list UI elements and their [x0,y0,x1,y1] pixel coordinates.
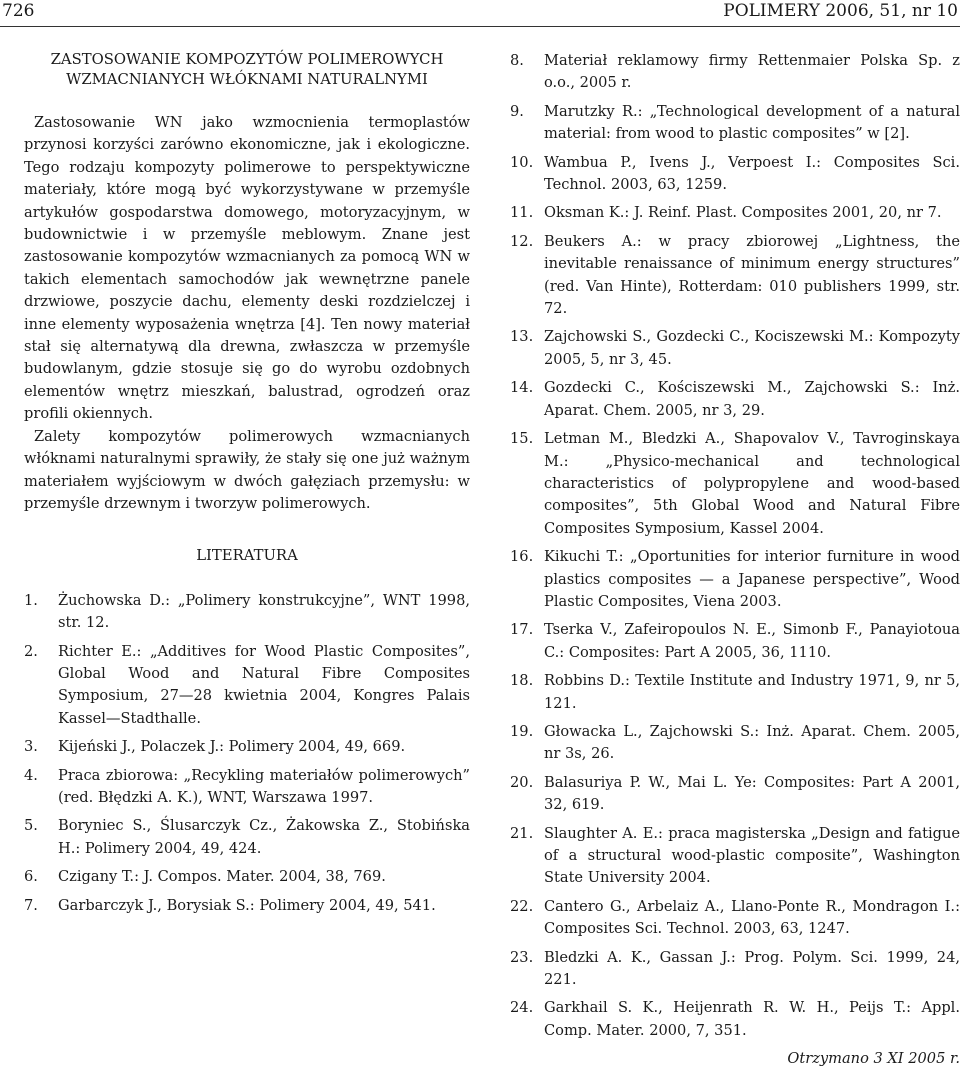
reference-text: Czigany T.: J. Compos. Mater. 2004, 38, 769. [58,868,386,886]
reference-number: 8. [510,52,524,69]
reference-number: 7. [24,896,38,914]
reference-text: Beukers A.: w pracy zbiorowej „Lightness, the inevitable renaissance of minimum energy structures” (red. Van Hinte), Rotterdam: 010 publishers 1999, str. 72. [544,232,960,318]
reference-item [510,428,960,540]
reference-list-left [24,590,470,917]
reference-text: Tserka V., Zafeiropoulos N. E., Simonb F., Panayiotoua C.: Composites: Part A 2005, 36, 1110. [544,621,960,661]
page-header [0,0,960,30]
reference-number: 13. [510,328,534,346]
reference-text: Letman M., Bledzki A., Shapovalov V., Tavroginskaya M.: „Physico-mechanical and technological characteristics of polypropylene and wood-based composites”, 5th Global Wood and Natural Fibre Composites Symposium, Kassel 2004. [544,430,960,537]
reference-number: 16. [510,548,534,566]
paragraph-1: Zastosowanie WN jako wzmocnienia termoplastów przynosi korzyści zarówno ekonomiczne, jak i ekologiczne. Tego rodzaju kompozyty polimerowe to perspektywiczne materiały, które mogą być wykorzystywane w przemyśle artykułów gospodarstwa domowego, motoryzacyjnym, w budownictwie i w przemyśle meblowym. Znane jest zastosowanie kompozytów wzmacnianych za pomocą WN w takich elementach samochodów jak wewnętrzne panele drzwiowe, poszycie dachu, elementy deski rozdzielczej i inne elementy wyposażenia wnętrza [4]. Ten nowy materiał stał się alternatywą dla drewna, zwłaszcza w przemyśle budowlanym, gdzie stosuje się go do wyrobu ozdobnych elementów wnętrz mieszkań, balustrad, ogrodzeń oraz profili okiennych. [24,114,470,423]
reference-text: Garkhail S. K., Heijenrath R. W. H., Peijs T.: Appl. Comp. Mater. 2000, 7, 351. [544,999,960,1039]
reference-item [24,895,470,917]
reference-text: Wambua P., Ivens J., Verpoest I.: Composites Sci. Technol. 2003, 63, 1259. [544,153,960,194]
section-title-line-1: ZASTOSOWANIE KOMPOZYTÓW POLIMEROWYCH [50,51,444,68]
reference-number: 20. [510,773,534,791]
reference-text: Garbarczyk J., Borysiak S.: Polimery 2004, 49, 541. [58,896,436,914]
reference-number: 10. [510,153,534,171]
reference-item [510,721,960,766]
left-column [24,50,470,923]
reference-text: Bledzki A. K., Gassan J.: Prog. Polym. Sci. 1999, 24, 221. [544,948,960,989]
reference-text: Robbins D.: Textile Institute and Industry 1971, 9, nr 5, 121. [544,672,960,712]
reference-text: Kikuchi T.: „Oportunities for interior furniture in wood plastics composites — a Japanese perspective”, Wood Plastic Composites, Viena 2003. [544,548,960,610]
reference-text: Kijeński J., Polaczek J.: Polimery 2004, 49, 669. [58,738,406,756]
reference-number: 3. [24,738,38,756]
reference-text: Praca zbiorowa: „Recykling materiałów polimerowych” (red. Błędzki A. K.), WNT, Warszawa 1997. [58,766,470,806]
reference-number: 2. [24,642,38,660]
reference-item [510,546,960,613]
reference-list-right [510,50,960,1042]
reference-number: 15. [510,430,534,448]
received-date: Otrzymano 3 XI 2005 r. [787,1050,960,1068]
reference-text: Cantero G., Arbelaiz A., Llano-Ponte R., Mondragon I.: Composites Sci. Technol. 2003, 63, 1247. [544,897,960,938]
reference-number: 4. [24,766,38,784]
reference-item [510,619,960,664]
reference-item [24,736,470,758]
reference-item [510,997,960,1042]
header-rule [0,26,960,27]
reference-number: 6. [24,868,38,886]
reference-text: Boryniec S., Ślusarczyk Cz., Żakowska Z., Stobińska H.: Polimery 2004, 49, 424. [58,817,470,857]
section-title [24,50,470,90]
reference-item [510,101,960,146]
reference-item [510,231,960,321]
reference-number: 24. [510,999,534,1017]
reference-number: 14. [510,379,534,397]
right-column [510,50,960,1071]
reference-number: 11. [510,204,534,222]
reference-item [510,326,960,371]
reference-text: Materiał reklamowy firmy Rettenmaier Polska Sp. z o.o., 2005 r. [544,52,960,92]
journal-citation: POLIMERY 2006, 51, nr 10 [723,1,958,21]
reference-number: 12. [510,232,534,250]
reference-item [510,670,960,715]
reference-text: Oksman K.: J. Reinf. Plast. Composites 2001, 20, nr 7. [544,204,942,222]
reference-text: Zajchowski S., Gozdecki C., Kociszewski M.: Kompozyty 2005, 5, nr 3, 45. [544,328,960,368]
reference-item [510,823,960,890]
reference-item [510,202,960,224]
reference-item [24,866,470,888]
reference-item [510,50,960,95]
reference-number: 19. [510,722,534,740]
reference-item [24,641,470,731]
reference-text: Marutzky R.: „Technological development of a natural material: from wood to plastic composites” w [2]. [544,102,960,143]
reference-text: Richter E.: „Additives for Wood Plastic Composites”, Global Wood and Natural Fibre Composites Symposium, 27—28 kwietnia 2004, Kongres Palais Kassel—Stadthalle. [58,642,470,727]
reference-item [510,772,960,817]
reference-number: 21. [510,824,534,842]
reference-text: Gozdecki C., Kościszewski M., Zajchowski S.: Inż. Aparat. Chem. 2005, nr 3, 29. [544,379,960,419]
reference-item [24,765,470,810]
reference-number: 1. [24,591,38,609]
reference-number: 5. [24,817,38,835]
reference-item [510,896,960,941]
reference-number: 23. [510,948,534,966]
reference-text: Głowacka L., Zajchowski S.: Inż. Aparat. Chem. 2005, nr 3s, 26. [544,722,960,763]
reference-item [24,590,470,635]
reference-number: 17. [510,621,534,639]
reference-item [510,152,960,197]
reference-item [24,815,470,860]
reference-item [510,377,960,422]
reference-number: 9. [510,102,524,120]
page-number: 726 [2,1,35,21]
reference-text: Balasuriya P. W., Mai L. Ye: Composites: Part A 2001, 32, 619. [544,773,960,814]
reference-number: 18. [510,672,534,690]
reference-text: Żuchowska D.: „Polimery konstrukcyjne”, WNT 1998, str. 12. [58,591,470,632]
reference-number: 22. [510,897,534,915]
literature-heading: LITERATURA [196,547,298,565]
reference-text: Slaughter A. E.: praca magisterska „Design and fatigue of a structural wood-plastic composite”, Washington State University 2004. [544,824,960,887]
section-title-line-2: WZMACNIANYCH WŁÓKNAMI NATURALNYMI [66,71,428,88]
paragraph-2: Zalety kompozytów polimerowych wzmacnianych włóknami naturalnymi sprawiły, że stały się one już ważnym materiałem wyjściowym w dwóch gałęziach przemysłu: w przemyśle drzewnym i tworzyw polimerowych. [24,427,470,512]
